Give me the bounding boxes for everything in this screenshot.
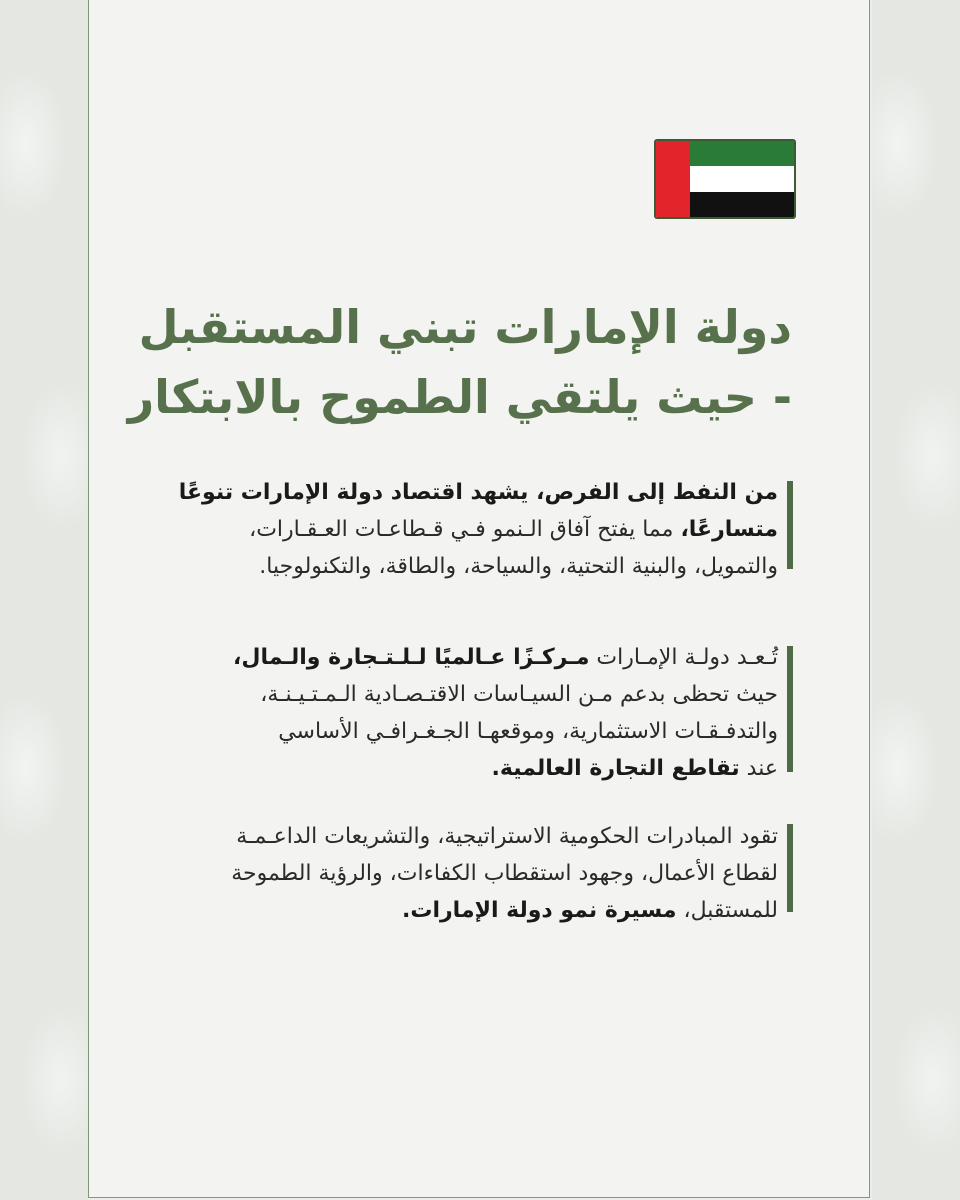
paragraph-line bbox=[150, 818, 778, 855]
body-text: والتدفـقـات الاستثمارية، وموقعهـا الجـغـرافـي الأساسي bbox=[278, 719, 778, 744]
body-text: عند bbox=[739, 756, 778, 781]
body-text: حيث تحظى بدعم مـن السيـاسات الاقتـصـادية الـمـتـيـنـة، bbox=[260, 682, 778, 707]
highlighted-text: متسارعًا، bbox=[680, 517, 778, 542]
paragraph-line bbox=[150, 855, 778, 892]
paragraph-line bbox=[150, 511, 778, 548]
paragraph-line bbox=[150, 474, 778, 511]
paragraph-1 bbox=[150, 474, 778, 585]
body-text: لقطاع الأعمال، وجهود استقطاب الكفاءات، والرؤية الطموحة bbox=[231, 861, 778, 886]
body-text: والتمويل، والبنية التحتية، والسياحة، والطاقة، والتكنولوجيا. bbox=[259, 554, 778, 579]
paragraph-line bbox=[150, 676, 778, 713]
highlighted-text: مـركـزًا عـالميًا لـلـتـجارة والـمال، bbox=[233, 645, 590, 670]
paragraph-accent-bar-3 bbox=[787, 824, 793, 912]
paragraph-line bbox=[150, 548, 778, 585]
page-title bbox=[120, 292, 792, 432]
highlighted-text: تقاطع التجارة العالمية. bbox=[491, 756, 740, 781]
paragraph-2 bbox=[150, 639, 778, 787]
highlighted-text: من النفط إلى الفرص، يشهد اقتصاد دولة الإمارات تنوعًا bbox=[178, 480, 778, 505]
flag-white-stripe bbox=[690, 166, 794, 191]
uae-flag-icon bbox=[654, 139, 796, 219]
right-decorative-pattern bbox=[872, 0, 960, 1200]
paragraph-line bbox=[150, 892, 778, 929]
title-line-1: دولة الإمارات تبني المستقبل bbox=[138, 300, 792, 354]
paragraph-accent-bar-2 bbox=[787, 646, 793, 772]
paragraph-line bbox=[150, 639, 778, 676]
body-text: للمستقبل، bbox=[676, 898, 778, 923]
left-decorative-pattern bbox=[0, 0, 88, 1200]
highlighted-text: مسيرة نمو دولة الإمارات. bbox=[402, 898, 677, 923]
body-text: مما يفتح آفاق الـنمو فـي قـطاعـات العـقـارات، bbox=[249, 517, 681, 542]
paragraph-accent-bar-1 bbox=[787, 481, 793, 569]
body-text: تُـعـد دولـة الإمـارات bbox=[589, 645, 778, 670]
title-line-2: - حيث يلتقي الطموح بالابتكار bbox=[127, 370, 792, 424]
paragraph-line bbox=[150, 750, 778, 787]
flag-green-stripe bbox=[690, 141, 794, 166]
body-text: تقود المبادرات الحكومية الاستراتيجية، والتشريعات الداعـمـة bbox=[236, 824, 778, 849]
paragraph-line bbox=[150, 713, 778, 750]
flag-black-stripe bbox=[690, 192, 794, 217]
paragraph-3 bbox=[150, 818, 778, 929]
flag-red-band bbox=[656, 141, 690, 217]
